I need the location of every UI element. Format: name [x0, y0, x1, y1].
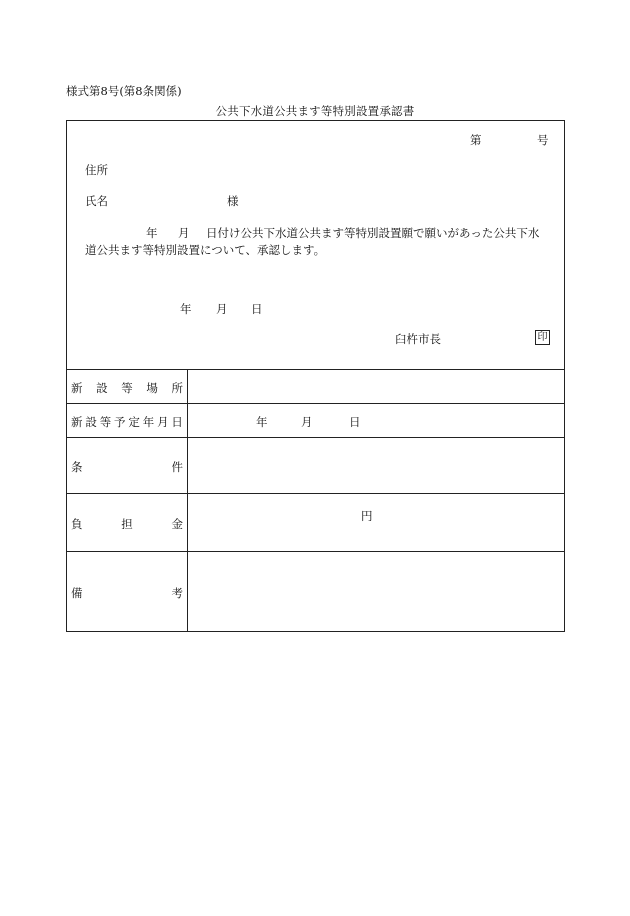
- number-suffix: 号: [537, 133, 549, 147]
- divider: [67, 437, 564, 438]
- divider: [67, 403, 564, 404]
- body-text-line1: 日付け公共下水道公共ます等特別設置願で願いがあった公共下水: [206, 226, 540, 240]
- date-day: 日: [251, 302, 263, 316]
- row-label-scheduled-date: 新 設 等 予 定 年 月 日: [71, 415, 183, 429]
- address-label: 住所: [85, 163, 108, 177]
- document-title: 公共下水道公共ます等特別設置承認書: [215, 104, 415, 118]
- number-prefix: 第: [470, 133, 482, 147]
- row-label-contribution: 負 担 金: [71, 517, 183, 531]
- divider: [67, 493, 564, 494]
- body-month: 月: [178, 226, 190, 240]
- divider: [67, 369, 564, 370]
- body-year: 年: [146, 226, 158, 240]
- scheduled-year: 年: [256, 415, 268, 429]
- row-label-conditions: 条 件: [71, 460, 183, 474]
- scheduled-day: 日: [349, 415, 361, 429]
- date-month: 月: [216, 302, 228, 316]
- form-number: 様式第8号(第8条関係): [66, 84, 182, 98]
- contribution-yen-unit: 円: [361, 509, 373, 523]
- body-text-line2: 道公共ます等特別設置について、承認します。: [85, 243, 326, 257]
- row-label-remarks: 備 考: [71, 586, 183, 600]
- seal-mark: 印: [535, 330, 550, 345]
- approval-form-frame: [66, 120, 565, 632]
- scheduled-month: 月: [301, 415, 313, 429]
- date-year: 年: [180, 302, 192, 316]
- issuer-name: 臼杵市長: [395, 332, 441, 346]
- column-divider: [187, 369, 188, 631]
- divider: [67, 551, 564, 552]
- name-label: 氏名: [85, 194, 108, 208]
- row-label-construction-site: 新 設 等 場 所: [71, 381, 183, 395]
- honorific: 様: [227, 194, 239, 208]
